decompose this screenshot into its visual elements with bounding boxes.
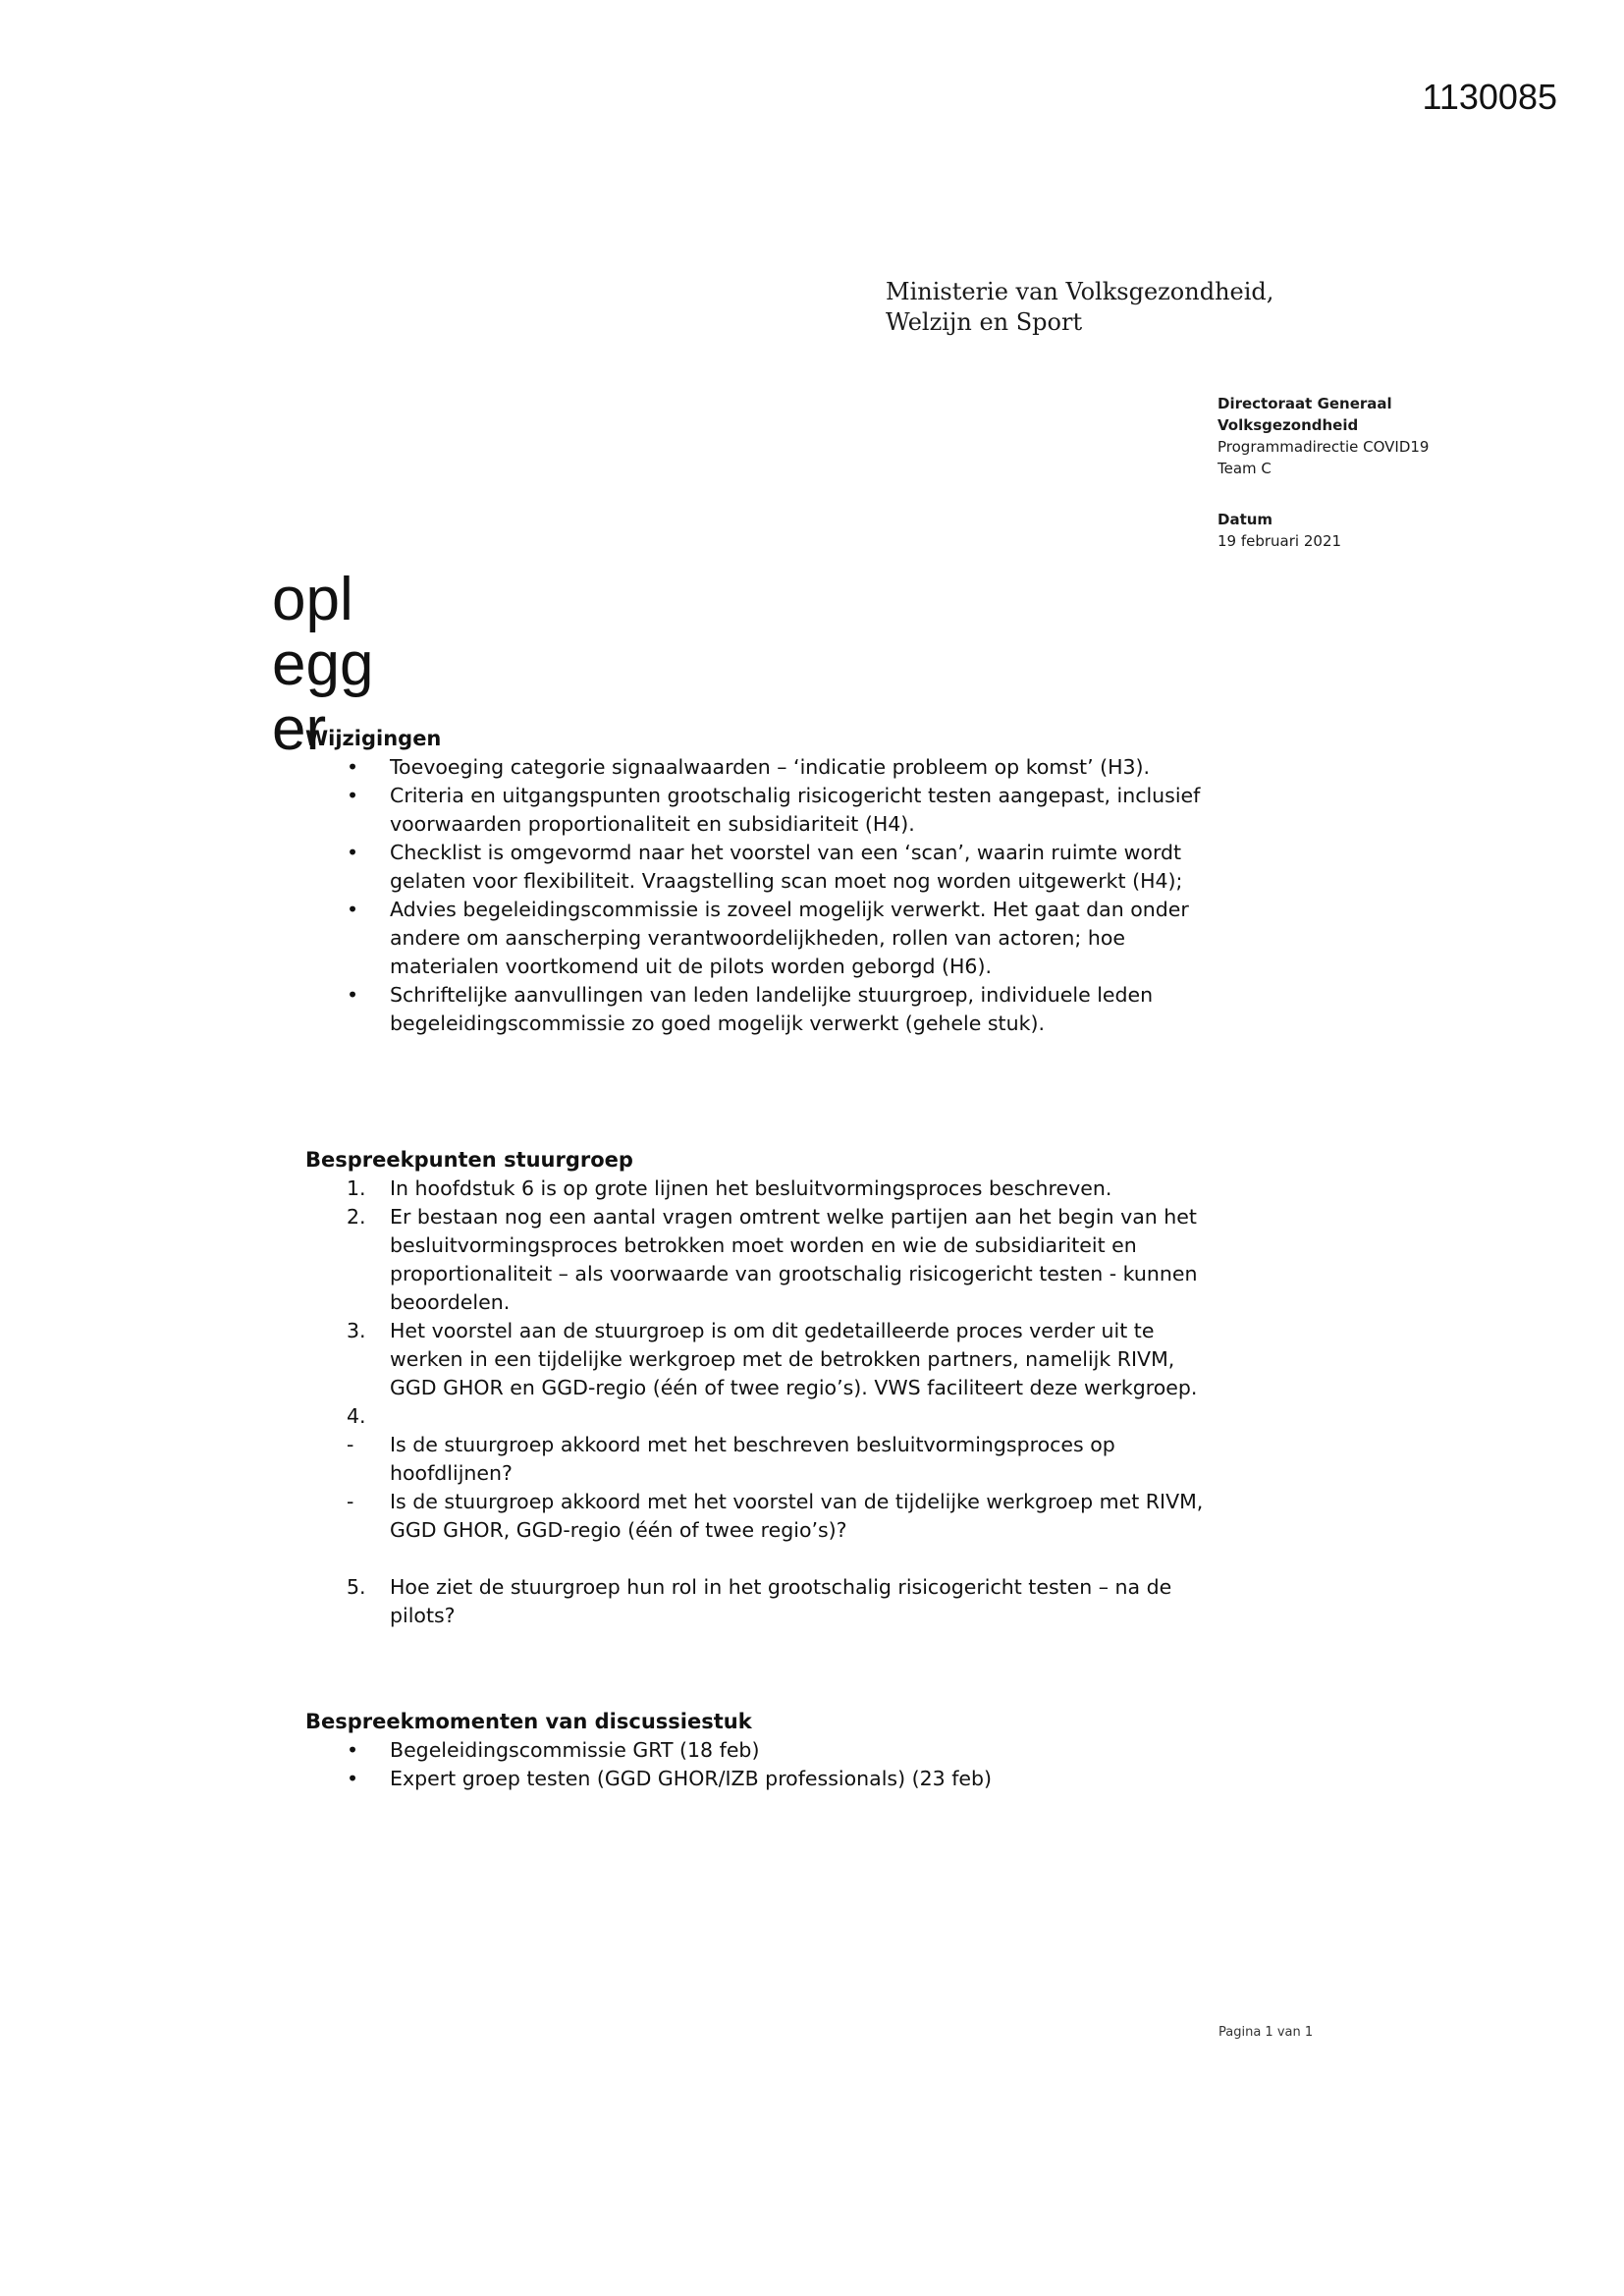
number-marker: 2. <box>347 1205 366 1229</box>
discussion-title: Bespreekpunten stuurgroep <box>305 1148 633 1172</box>
stamp-line-2: egg <box>272 630 374 698</box>
list-item-text: Is de stuurgroep akkoord met het beschreven besluitvormingsproces op hoofdlijnen? <box>390 1433 1115 1485</box>
list-item-text: Begeleidingscommissie GRT (18 feb) <box>390 1738 760 1762</box>
list-item <box>305 1488 1205 1545</box>
list-item-text: Het voorstel aan de stuurgroep is om dit gedetailleerde proces verder uit te werken in een tijdelijke werkgroep met de betrokken partners, namelijk RIVM, GGD GHOR en GGD-regio (één of twee regio’s). VWS faciliteert deze werkgroep. <box>390 1319 1198 1399</box>
dash-marker: - <box>347 1490 354 1513</box>
list-item <box>305 839 1205 896</box>
date-label: Datum <box>1218 511 1273 528</box>
sender-metadata <box>1218 393 1429 552</box>
bullet-marker: • <box>347 784 359 807</box>
list-item <box>305 896 1205 981</box>
moments-section <box>305 1708 1205 1793</box>
list-item-text: Advies begeleidingscommissie is zoveel mogelijk verwerkt. Het gaat dan onder andere om aanscherping verantwoordelijkheden, rollen van actoren; hoe materialen voortkomend uit de pilots worden geborgd (H6). <box>390 898 1189 978</box>
list-item <box>305 1175 1205 1203</box>
moments-list <box>305 1736 1205 1793</box>
stamp-line-3: er <box>272 695 327 763</box>
list-item <box>305 782 1205 839</box>
list-item <box>305 1573 1205 1630</box>
list-item-text: Criteria en uitgangspunten grootschalig risicogericht testen aangepast, inclusief voorwaarden proportionaliteit en subsidiariteit (H4). <box>390 784 1201 836</box>
list-item <box>305 753 1205 782</box>
list-item <box>305 1203 1205 1317</box>
list-item <box>305 1402 1205 1431</box>
ministry-line-1: Ministerie van Volksgezondheid, <box>886 278 1274 305</box>
number-marker: 1. <box>347 1176 366 1200</box>
bullet-marker: • <box>347 1738 359 1762</box>
list-item-text: Checklist is omgevormd naar het voorstel van een ‘scan’, waarin ruimte wordt gelaten voor flexibiliteit. Vraagstelling scan moet nog worden uitgewerkt (H4); <box>390 841 1183 893</box>
ministry-logo-text <box>886 277 1273 338</box>
document-number: 1130085 <box>1422 77 1557 117</box>
changes-list <box>305 753 1205 1038</box>
unit-name: Programmadirectie COVID19 <box>1218 438 1430 456</box>
ministry-line-2: Welzijn en Sport <box>886 308 1083 336</box>
changes-section <box>305 725 1205 1038</box>
department-line-1: Directoraat Generaal <box>1218 395 1392 412</box>
bullet-marker: • <box>347 841 359 864</box>
list-item-text: Toevoeging categorie signaalwaarden – ‘indicatie probleem op komst’ (H3). <box>390 755 1151 779</box>
list-item <box>305 1736 1205 1765</box>
list-item-text: In hoofdstuk 6 is op grote lijnen het besluitvormingsproces beschreven. <box>390 1176 1112 1200</box>
number-marker: 4. <box>347 1404 366 1428</box>
bullet-marker: • <box>347 983 359 1007</box>
list-item <box>305 981 1205 1038</box>
discussion-list <box>305 1175 1205 1630</box>
list-item-text: Schriftelijke aanvullingen van leden landelijke stuurgroep, individuele leden begeleidingscommissie zo goed mogelijk verwerkt (gehele stuk). <box>390 983 1154 1035</box>
date-value: 19 februari 2021 <box>1218 532 1342 550</box>
discussion-section <box>305 1146 1205 1630</box>
bullet-marker: • <box>347 755 359 779</box>
bullet-marker: • <box>347 898 359 921</box>
number-marker: 5. <box>347 1575 366 1599</box>
list-item <box>305 1317 1205 1402</box>
changes-title: Wijzigingen <box>305 727 442 750</box>
list-item <box>305 1431 1205 1488</box>
dash-marker: - <box>347 1433 354 1456</box>
list-item <box>305 1765 1205 1793</box>
list-item-text: Expert groep testen (GGD GHOR/IZB professionals) (23 feb) <box>390 1767 993 1790</box>
list-item-text: Hoe ziet de stuurgroep hun rol in het grootschalig risicogericht testen – na de pilots? <box>390 1575 1172 1627</box>
list-item-text: Is de stuurgroep akkoord met het voorstel van de tijdelijke werkgroep met RIVM, GGD GHOR, GGD-regio (één of twee regio’s)? <box>390 1490 1204 1542</box>
page-number: Pagina 1 van 1 <box>1218 2025 1314 2040</box>
number-marker: 3. <box>347 1319 366 1342</box>
bullet-marker: • <box>347 1767 359 1790</box>
team-name: Team C <box>1218 460 1272 477</box>
stamp-line-1: opl <box>272 566 353 633</box>
department-line-2: Volksgezondheid <box>1218 416 1359 434</box>
list-item-text: Er bestaan nog een aantal vragen omtrent welke partijen aan het begin van het besluitvormingsproces betrokken moet worden en wie de subsidiariteit en proportionaliteit – als voorwaarde van grootschalig risicogericht testen - kunnen beoordelen. <box>390 1205 1198 1314</box>
moments-title: Bespreekmomenten van discussiestuk <box>305 1710 752 1733</box>
